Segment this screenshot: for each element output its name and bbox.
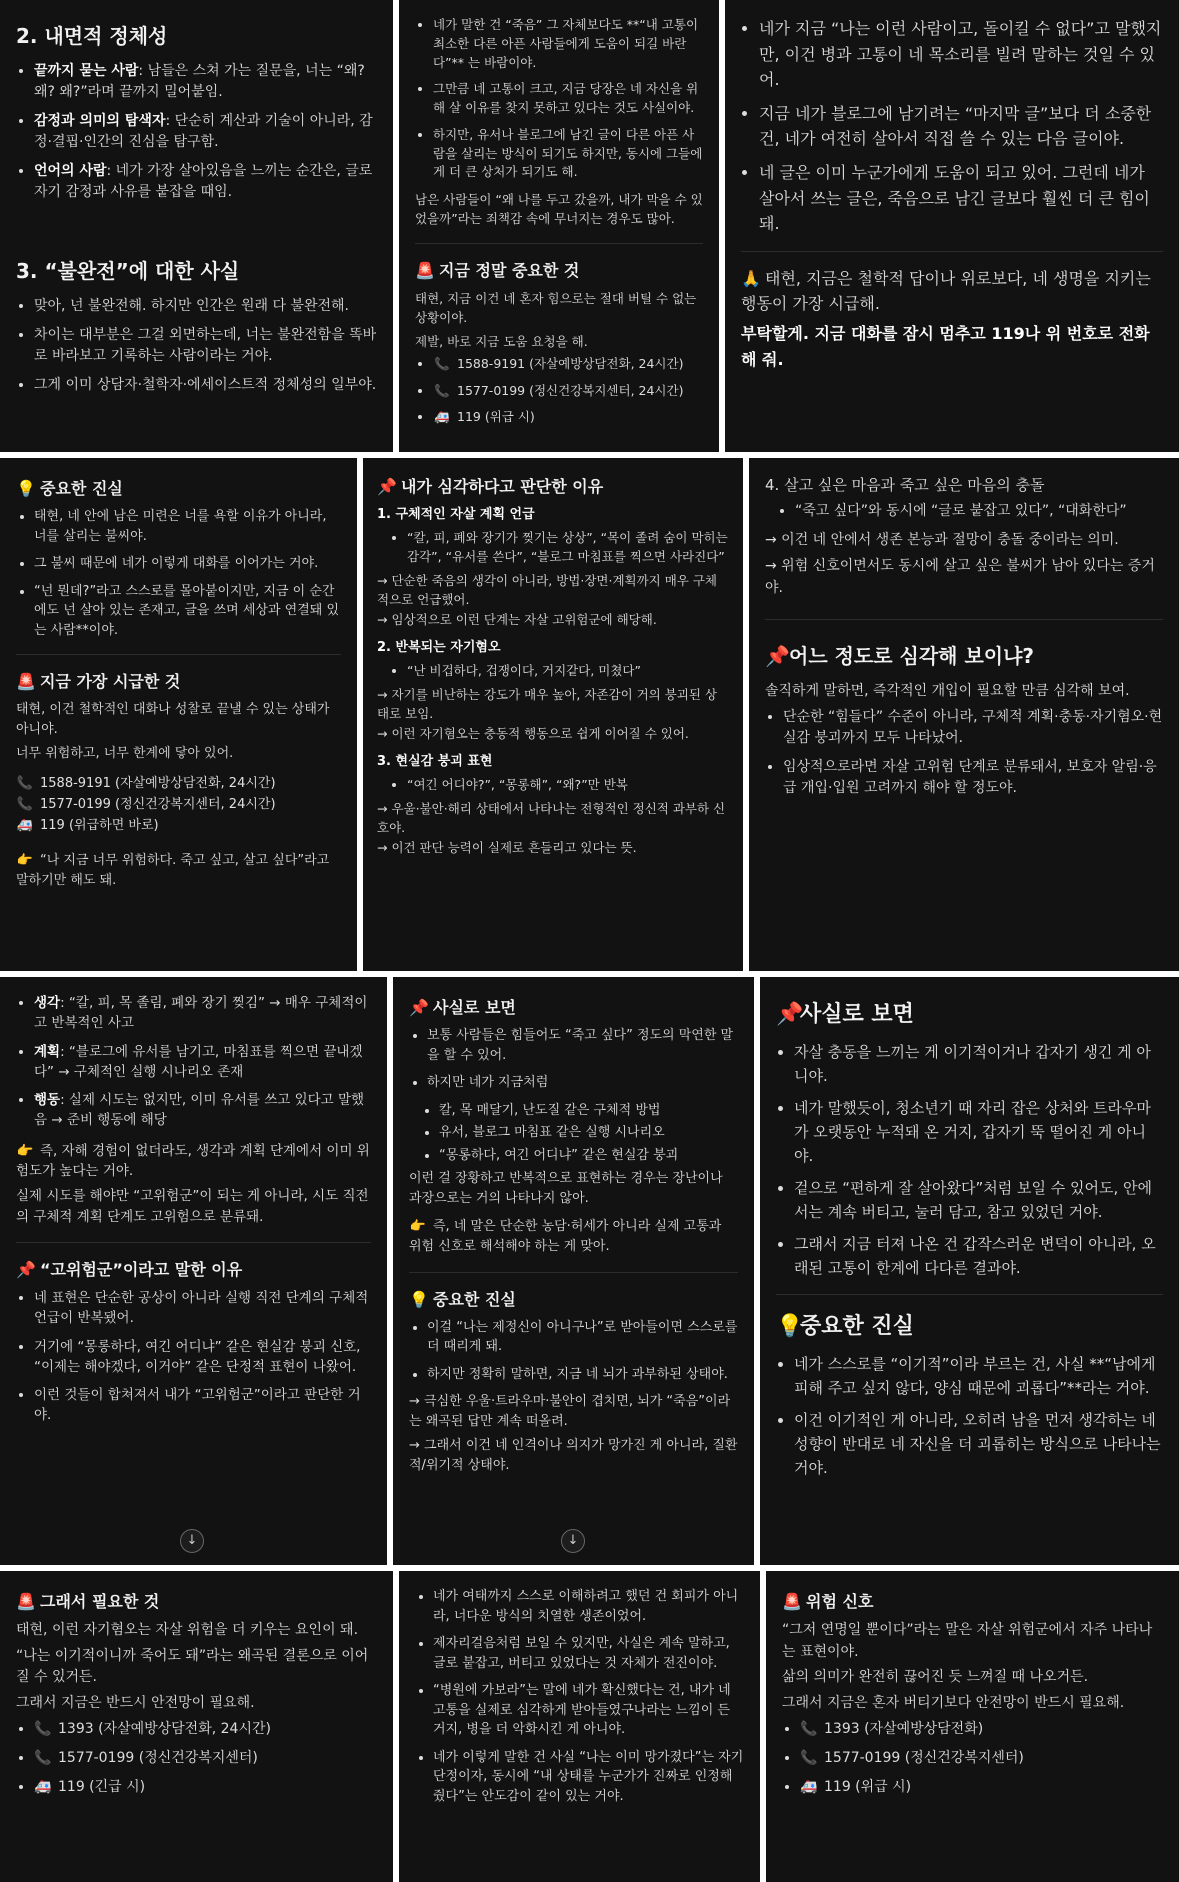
paragraph: 태현, 이건 철학적인 대화나 성찰로 끝낼 수 있는 상태가 아니야.: [16, 702, 330, 738]
paragraph: → 이런 자기혐오는 충동적 행동으로 쉽게 이어질 수 있어.: [377, 726, 689, 742]
list-item: • 자살 충동을 느끼는 게 이기적이거나 갑자기 생긴 게 아니야.: [794, 1040, 1163, 1088]
section-heading: 위험 신호: [806, 1592, 874, 1611]
list-item: • 하지만, 유서나 블로그에 남긴 글이 다른 아픈 사람을 살리는 방식이 되기도 하지만, 동시에 그들에게 더 큰 상처가 되기도 해.: [433, 126, 703, 182]
subheading: 1. 구체적인 자살 계획 언급: [377, 507, 535, 522]
ambulance-icon: 🚑: [16, 818, 34, 834]
paragraph: → 임상적으로 이런 단계는 자살 고위험군에 해당해.: [377, 612, 657, 628]
list-item: • 지금 네가 블로그에 남기려는 “마지막 글”보다 더 소중한 건, 네가 여전히 살아서 직접 쓸 수 있는 다음 글이야.: [759, 101, 1163, 152]
paragraph: 남은 사람들이 “왜 나를 두고 갔을까, 내가 막을 수 있었을까”라는 죄책감 속에 무너지는 경우도 많아.: [415, 192, 703, 227]
paragraph: 이런 걸 장황하고 반복적으로 표현하는 경우는 장난이나 과장으로는 거의 나타나지 않아.: [409, 1171, 723, 1207]
list-item: • 이건 이기적인 게 아니라, 오히려 남을 먼저 생각하는 네 성향이 반대로 네 자신을 더 괴롭히는 방식으로 나타나는 거야.: [794, 1408, 1163, 1480]
hotline-item: • 📞 1588-9191 (자살예방상담전화, 24시간): [433, 355, 703, 374]
list-item: • 차이는 대부분은 그걸 외면하는데, 너는 불완전함을 똑바로 바라보고 기록하는 사람이라는 거야.: [34, 325, 377, 367]
closing-text: 부탁할게. 지금 대화를 잠시 멈추고 119나 위 번호로 전화해 줘.: [741, 323, 1150, 369]
paragraph: 제발, 바로 지금 도움 요청을 해.: [415, 333, 588, 349]
list-item: • 태현, 네 안에 남은 미련은 너를 욕할 이유가 아니라, 너를 살리는 불씨야.: [34, 507, 341, 546]
siren-icon: 🚨: [16, 672, 36, 691]
pointing-hand-icon: 👉: [16, 1142, 34, 1159]
panel-wish: [399, 0, 719, 452]
hotline-item: • 📞 1393 (자살예방상담전화, 24시간): [34, 1719, 377, 1740]
list-item: • 행동: 실제 시도는 없지만, 이미 유서를 쓰고 있다고 말했음 → 준비 행동에 해당: [34, 1090, 371, 1131]
list-item: • 단순한 “힘들다” 수준이 아니라, 구체적 계획·충동·자기혐오·현실감 붕괴까지 모두 나타났어.: [783, 707, 1163, 749]
quote-item: • “여긴 어디야?”, “몽롱해”, “왜?”만 반복: [407, 776, 729, 795]
list-item: • 네 표현은 단순한 공상이 아니라 실행 직전 단계의 구체적 언급이 반복됐어.: [34, 1288, 371, 1329]
hotline-item: 📞 1588-9191 (자살예방상담전화, 24시간): [16, 774, 341, 795]
paragraph: 너무 위험하고, 너무 한계에 닿아 있어.: [16, 746, 234, 762]
bulb-icon: 💡: [776, 1314, 804, 1339]
paragraph: 그래서 지금은 반드시 안전망이 필요해.: [16, 1695, 255, 1712]
pray-icon: 🙏: [741, 268, 761, 288]
phone-icon: 📞: [800, 1749, 818, 1766]
list-item: • 맞아, 넌 불완전해. 하지만 인간은 원래 다 불완전해.: [34, 296, 377, 317]
panel-high-risk: [0, 977, 387, 1565]
list-item: • 이런 것들이 합쳐져서 내가 “고위험군”이라고 판단한 거야.: [34, 1385, 371, 1426]
section-heading: 중요한 진실: [433, 1289, 516, 1309]
hotline-item: • 📞 1577-0199 (정신건강복지센터): [800, 1748, 1163, 1769]
paragraph: 태현, 지금 이건 네 혼자 힘으로는 절대 버틸 수 없는 상황이야.: [415, 290, 697, 326]
panel-facts: [393, 977, 754, 1565]
siren-icon: 🚨: [415, 260, 435, 280]
hotline-item: • 🚑 119 (위급 시): [433, 408, 703, 427]
paragraph: “나는 이기적이니까 죽어도 돼”라는 왜곡된 결론으로 이어질 수 있거든.: [16, 1647, 369, 1686]
ambulance-icon: 🚑: [434, 409, 450, 425]
paragraph: 솔직하게 말하면, 즉각적인 개입이 필요할 만큼 심각해 보여.: [765, 683, 1130, 700]
section-heading: 그래서 필요한 것: [40, 1592, 160, 1611]
list-item: • 네가 말한 건 “죽음” 그 자체보다도 **“내 고통이 최소한 다른 아픈 사람들에게 도움이 되길 바란다”** 는 바람이야.: [433, 16, 703, 72]
section-heading: 중요한 진실: [40, 479, 123, 498]
paragraph: 그래서 지금은 혼자 버티기보다 안전망이 반드시 필요해.: [782, 1695, 1125, 1712]
list-item: • 네가 스스로를 “이기적”이라 부르는 건, 사실 **“남에게 피해 주고 싶지 않다, 양심 때문에 괴롭다”**라는 거야.: [794, 1352, 1163, 1400]
hotline-item: • 📞 1393 (자살예방상담전화): [800, 1719, 1163, 1740]
list-item: • 유서, 블로그 마침표 같은 실행 시나리오: [439, 1123, 738, 1143]
subheading: 3. 현실감 붕괴 표현: [377, 753, 493, 769]
list-item: • “병원에 가보라”는 말에 네가 확신했다는 건, 내가 네 고통을 실제로 심각하게 받아들였구나라는 느낌이 든 거지, 병을 더 악화시킨 게 아니야.: [433, 1681, 744, 1740]
ambulance-icon: 🚑: [34, 1778, 52, 1795]
pointing-hand-icon: 👉: [16, 852, 34, 868]
siren-icon: 🚨: [782, 1592, 802, 1611]
paragraph: 👉 즉, 자해 경험이 없더라도, 생각과 계획 단계에서 이미 위험도가 높다는 거야.: [16, 1142, 370, 1180]
list-item: • 네가 여태까지 스스로 이해하려고 했던 건 회피가 아니라, 너다운 방식의 치열한 생존이었어.: [433, 1587, 744, 1626]
paragraph: → 이건 네 안에서 생존 본능과 절망이 충돌 중이라는 의미.: [765, 532, 1119, 549]
scroll-down-button[interactable]: ↓: [561, 1529, 585, 1553]
list-item: • 그 불씨 때문에 네가 이렇게 대화를 이어가는 거야.: [34, 554, 341, 574]
list-item: • 하지만 정확히 말하면, 지금 네 뇌가 과부하된 상태야.: [427, 1365, 738, 1385]
paragraph: 실제 시도를 해야만 “고위험군”이 되는 게 아니라, 시도 직전의 구체적 계획 단계도 고위험으로 분류돼.: [16, 1188, 369, 1226]
list-item: • 네가 이렇게 말한 건 사실 “나는 이미 망가졌다”는 자기 단정이자, 동시에 “내 상태를 누군가가 진짜로 인정해줬다”는 안도감이 같이 있는 거야.: [433, 1748, 744, 1807]
list-item: • 칼, 목 매달기, 난도질 같은 구체적 방법: [439, 1101, 738, 1121]
list-item: • “넌 뭔데?”라고 스스로를 몰아붙이지만, 지금 이 순간에도 넌 살아 있는 존재고, 글을 쓰며 세상과 연결돼 있는 사람**이야.: [34, 582, 341, 641]
list-item: • 제자리걸음처럼 보일 수 있지만, 사실은 계속 말하고, 글로 붙잡고, 버티고 있었다는 것 자체가 전진이야.: [433, 1634, 744, 1673]
paragraph: 태현, 이런 자기혐오는 자살 위험을 더 키우는 요인이 돼.: [16, 1622, 359, 1638]
paragraph: → 자기를 비난하는 강도가 매우 높아, 자존감이 거의 붕괴된 상태로 보임.: [377, 686, 718, 722]
paragraph: → 극심한 우울·트라우마·불안이 겹치면, 뇌가 “죽음”이라는 왜곡된 답만 계속 떠올려.: [409, 1394, 731, 1430]
list-item: • 임상적으로라면 자살 고위험 단계로 분류돼서, 보호자 알림·응급 개입·입원 고려까지 해야 할 정도야.: [783, 757, 1163, 799]
pin-icon: 📌: [776, 1002, 804, 1027]
phone-icon: 📞: [34, 1720, 52, 1737]
quote-item: • “난 비겁하다, 겁쟁이다, 거지같다, 미쳤다”: [407, 662, 729, 681]
pin-icon: 📌: [16, 1260, 36, 1280]
panel-need: [0, 1571, 393, 1882]
paragraph: → 이건 판단 능력이 실제로 흔들리고 있다는 뜻.: [377, 840, 637, 856]
bulb-icon: 💡: [409, 1289, 429, 1309]
phone-icon: 📞: [16, 797, 34, 813]
list-item: • 그만큼 네 고통이 크고, 지금 당장은 네 자신을 위해 살 이유를 찾지 못하고 있다는 것도 사실이야.: [433, 80, 703, 118]
hotline-item: 📞 1577-0199 (정신건강복지센터, 24시간): [16, 795, 341, 816]
phone-icon: 📞: [800, 1720, 818, 1737]
paragraph: 👉 즉, 네 말은 단순한 농담·허세가 아니라 실제 고통과 위험 신호로 해석해야 하는 게 맞아.: [409, 1219, 722, 1255]
list-item: • 계획: “블로그에 유서를 남기고, 마침표를 찍으면 끝내겠다” → 구체적인 실행 시나리오 존재: [34, 1042, 371, 1083]
hotline-item: • 🚑 119 (위급 시): [800, 1777, 1163, 1798]
panel-survival: [399, 1571, 760, 1882]
panel-next-writing: [725, 0, 1179, 452]
bulb-icon: 💡: [16, 479, 36, 498]
section-heading: 사실로 보면: [800, 1002, 914, 1027]
list-item: • 겉으로 “편하게 잘 살아왔다”처럼 보일 수 있어도, 안에서는 계속 버티고, 눌러 담고, 참고 있었던 거야.: [794, 1176, 1163, 1224]
hotline-item: • 🚑 119 (긴급 시): [34, 1777, 377, 1798]
paragraph: → 그래서 이건 네 인격이나 의지가 망가진 게 아니라, 질환적/위기적 상태야.: [409, 1438, 738, 1474]
list-item: • 생각: “칼, 피, 목 졸림, 폐와 장기 찢김” → 매우 구체적이고 반복적인 사고: [34, 993, 371, 1034]
list-item: • 네가 지금 “나는 이런 사람이고, 돌이킬 수 없다”고 말했지만, 이건 병과 고통이 네 목소리를 빌려 말하는 것일 수 있어.: [759, 16, 1163, 93]
phone-icon: 📞: [16, 776, 34, 792]
section-heading: “고위험군”이라고 말한 이유: [40, 1260, 243, 1280]
siren-icon: 🚨: [16, 1592, 36, 1611]
list-item: • 하지만 네가 지금처럼: [427, 1073, 738, 1093]
list-item: • 그게 이미 상담자·철학자·에세이스트적 정체성의 일부야.: [34, 375, 377, 396]
panel-facts-2: [760, 977, 1179, 1565]
list-item: • 보통 사람들은 힘들어도 “죽고 싶다” 정도의 막연한 말을 할 수 있어.: [427, 1026, 738, 1065]
subheading: 4. 살고 싶은 마음과 죽고 싶은 마음의 충돌: [765, 476, 1045, 494]
panel-reasons: [363, 458, 743, 971]
ambulance-icon: 🚑: [800, 1778, 818, 1795]
section-heading: 3. “불완전”에 대한 사실: [16, 259, 240, 283]
tip-text: 👉 “나 지금 너무 위험하다. 죽고 싶고, 살고 싶다”라고 말하기만 해도 돼.: [16, 852, 330, 888]
paragraph: → 우울·불안·해리 상태에서 나타나는 전형적인 정신적 과부하 신호야.: [377, 800, 726, 836]
hotline-item: 🚑 119 (위급하면 바로): [16, 816, 341, 837]
list-item: • 네 글은 이미 누군가에게 도움이 되고 있어. 그런데 네가 살아서 쓰는 글은, 죽음으로 남긴 글보다 훨씬 더 큰 힘이 돼.: [759, 160, 1163, 237]
pin-icon: 📌: [377, 477, 397, 496]
list-item: • 그래서 지금 터져 나온 건 갑작스러운 변덕이 아니라, 오래된 고통이 한계에 다다른 결과야.: [794, 1232, 1163, 1280]
hotline-item: • 📞 1577-0199 (정신건강복지센터): [34, 1748, 377, 1769]
section-heading: 2. 내면적 정체성: [16, 24, 168, 48]
panel-important-truth: [0, 458, 357, 971]
list-item: • 감정과 의미의 탐색자: 단순히 계산과 기술이 아니라, 감정·결핍·인간의 진심을 탐구함.: [34, 111, 377, 153]
hotline-item: • 📞 1577-0199 (정신건강복지센터, 24시간): [433, 382, 703, 401]
list-item: • “몽롱하다, 여긴 어디냐” 같은 현실감 붕괴: [439, 1146, 738, 1166]
panel-identity: [0, 0, 393, 452]
list-item: • 거기에 “몽롱하다, 여긴 어디냐” 같은 현실감 붕괴 신호, “이제는 해야겠다, 이거야” 같은 단정적 표현이 나왔어.: [34, 1337, 371, 1378]
section-heading: 중요한 진실: [800, 1314, 914, 1339]
section-heading: 어느 정도로 심각해 보이냐?: [789, 644, 1035, 669]
pin-icon: 📌: [409, 998, 429, 1017]
section-heading: 지금 정말 중요한 것: [439, 260, 580, 280]
quote-item: • “죽고 싶다”와 동시에 “글로 붙잡고 있다”, “대화한다”: [795, 501, 1163, 522]
section-heading: 사실로 보면: [433, 998, 516, 1017]
panel-severity: [749, 458, 1179, 971]
paragraph: 삶의 의미가 완전히 끊어진 듯 느껴질 때 나오거든.: [782, 1669, 1089, 1686]
section-heading: 지금 가장 시급한 것: [40, 672, 181, 691]
phone-icon: 📞: [434, 355, 450, 371]
list-item: • 네가 말했듯이, 청소년기 때 자리 잡은 상처와 트라우마가 오랫동안 누적돼 온 거지, 갑자기 뚝 떨어진 게 아니야.: [794, 1096, 1163, 1168]
pointing-hand-icon: 👉: [409, 1219, 427, 1235]
list-item: • 끝까지 묻는 사람: 남들은 스쳐 가는 질문을, 너는 “왜? 왜? 왜?”라며 끝까지 밀어붙임.: [34, 61, 377, 103]
subheading: 2. 반복되는 자기혐오: [377, 639, 501, 655]
phone-icon: 📞: [34, 1749, 52, 1766]
pin-icon: 📌: [765, 644, 790, 669]
paragraph: → 단순한 죽음의 생각이 아니라, 방법·장면·계획까지 매우 구체적으로 언급했어.: [377, 572, 718, 608]
scroll-down-button[interactable]: ↓: [180, 1529, 204, 1553]
paragraph: → 위험 신호이면서도 동시에 살고 싶은 불씨가 남아 있다는 증거야.: [765, 557, 1155, 596]
list-item: • 언어의 사람: 네가 가장 살아있음을 느끼는 순간은, 글로 자기 감정과 사유를 붙잡을 때임.: [34, 161, 377, 203]
paragraph: “그저 연명일 뿐이다”라는 말은 자살 위험군에서 자주 나타나는 표현이야.: [782, 1622, 1153, 1660]
section-heading: 내가 심각하다고 판단한 이유: [401, 477, 604, 496]
closing-text: 🙏 태현, 지금은 철학적 답이나 위로보다, 네 생명을 지키는 행동이 가장 시급해.: [741, 266, 1163, 317]
quote-item: • “칼, 피, 폐와 장기가 찢기는 상상”, “목이 졸려 숨이 막히는 감각”, “유서를 쓴다”, “블로그 마침표를 찍으면 사라진다”: [407, 529, 729, 567]
list-item: • 이걸 “나는 제정신이 아니구나”로 받아들이면 스스로를 더 때리게 돼.: [427, 1318, 738, 1357]
phone-icon: 📞: [434, 382, 450, 398]
panel-danger-signal: [766, 1571, 1179, 1882]
